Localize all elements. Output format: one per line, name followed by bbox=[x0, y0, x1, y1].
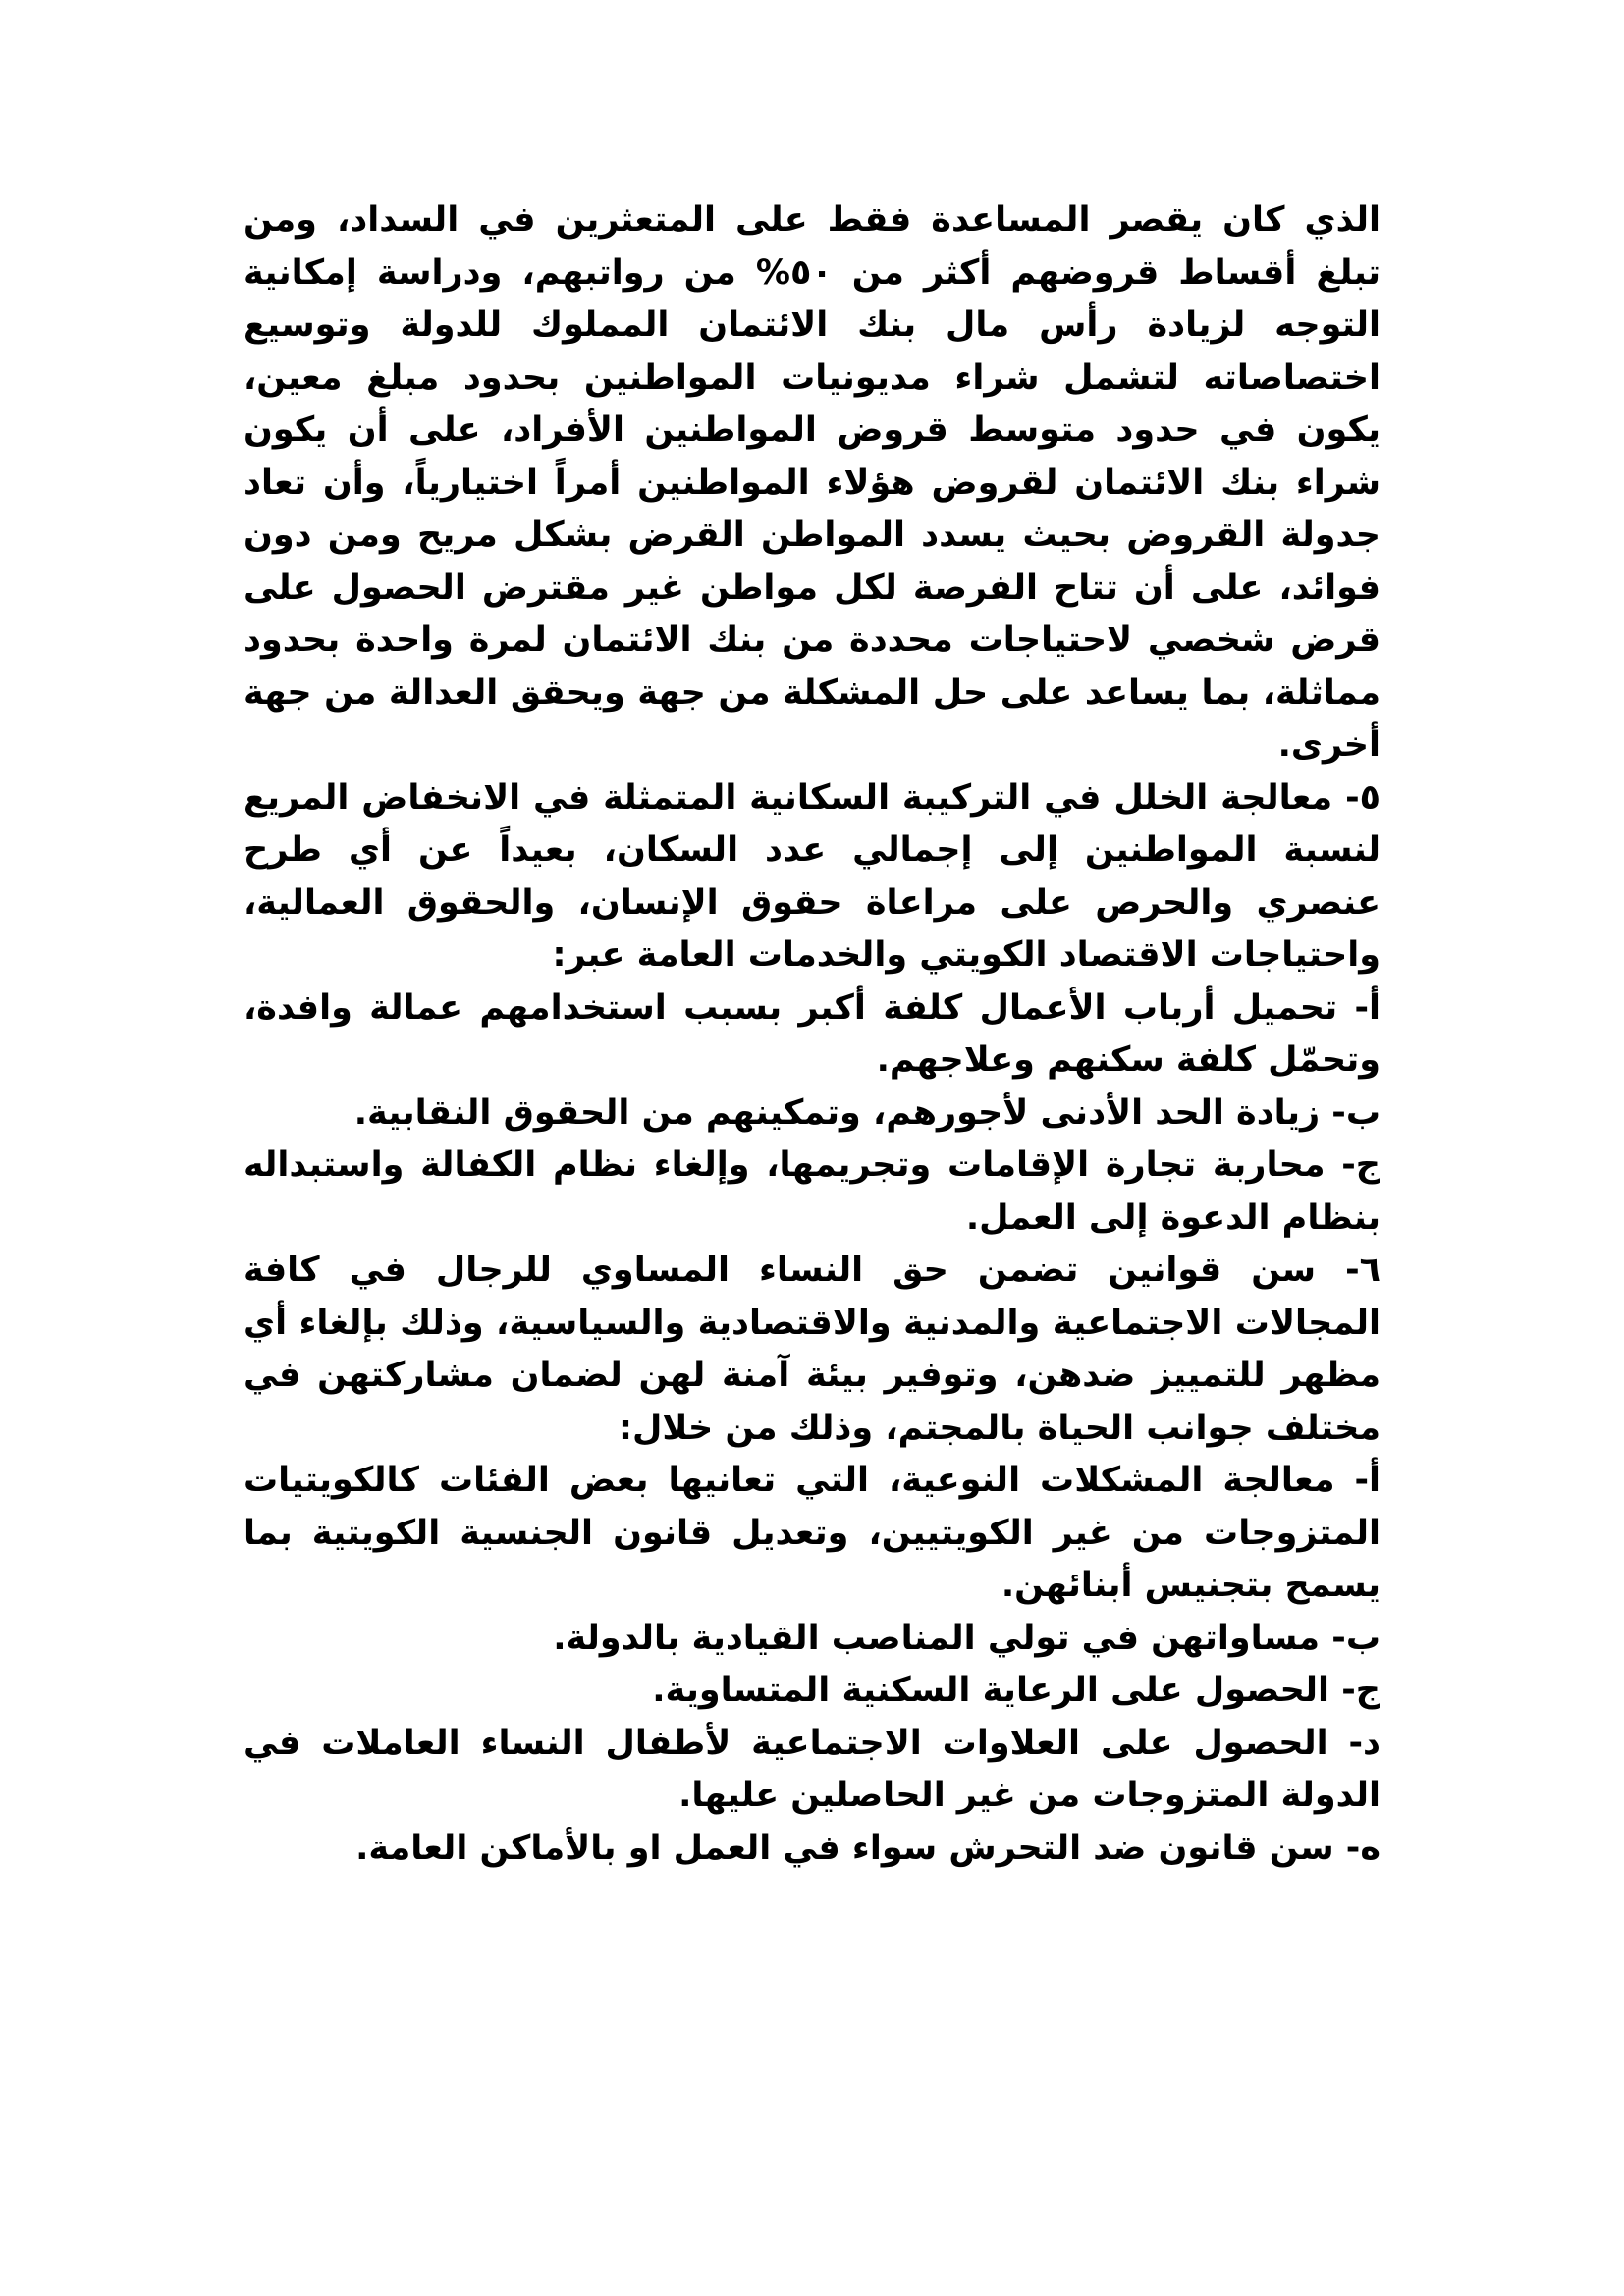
point-6-item-e: ه- سن قانون ضد التحرش سواء في العمل او بالأماكن العامة. bbox=[355, 1828, 1380, 1868]
document-page bbox=[244, 194, 1380, 1875]
point-5-intro: ٥- معالجة الخلل في التركيبة السكانية المتمثلة في الانخفاض المريع لنسبة المواطنين إلى إجمالي عدد السكان، بعيداً عن أي طرح عنصري والحرص على مراعاة حقوق الإنسان، والحقوق العمالية، واحتياجات الاقتصاد الكويتي والخدمات العامة عبر: bbox=[244, 777, 1380, 975]
point-6-item-a: أ- معالجة المشكلات النوعية، التي تعانيها بعض الفئات كالكويتيات المتزوجات من غير الكويتيين، وتعديل قانون الجنسية الكويتية بما يسمح بتجنيس أبنائهن. bbox=[244, 1461, 1380, 1605]
point-5-item-b: ب- زيادة الحد الأدنى لأجورهم، وتمكينهم من الحقوق النقابية. bbox=[353, 1093, 1380, 1133]
point-6-intro: ٦- سن قوانين تضمن حق النساء المساوي للرجال في كافة المجالات الاجتماعية والمدنية والاقتصادية والسياسية، وذلك بإلغاء أي مظهر للتمييز ضدهن، وتوفير بيئة آمنة لهن لضمان مشاركتهن في مختلف جوانب الحياة بالمجتم، وذلك من خلال: bbox=[244, 1251, 1380, 1448]
point-5-item-a: أ- تحميل أرباب الأعمال كلفة أكبر بسبب استخدامهم عمالة وافدة، وتحمّل كلفة سكنهم وعلاجهم. bbox=[244, 988, 1380, 1080]
paragraph-continuation: الذي كان يقصر المساعدة فقط على المتعثرين في السداد، ومن تبلغ أقساط قروضهم أكثر من ٥٠% من رواتبهم، ودراسة إمكانية التوجه لزيادة رأس مال بنك الائتمان المملوك للدولة وتوسيع اختصاصاته لتشمل شراء مديونيات المواطنين بحدود مبلغ معين، يكون في حدود متوسط قروض المواطنين الأفراد، على أن يكون شراء بنك الائتمان لقروض هؤلاء المواطنين أمراً اختيارياً، وأن تعاد جدولة القروض بحيث يسدد المواطن القرض بشكل مريح ومن دون فوائد، على أن تتاح الفرصة لكل مواطن غير مقترض الحصول على قرض شخصي لاحتياجات محددة من بنك الائتمان لمرة واحدة بحدود مماثلة، بما يساعد على حل المشكلة من جهة ويحقق العدالة من جهة أخرى. bbox=[244, 200, 1380, 765]
point-6-item-c: ج- الحصول على الرعاية السكنية المتساوية. bbox=[652, 1671, 1380, 1710]
point-5-item-c: ج- محاربة تجارة الإقامات وتجريمها، وإلغاء نظام الكفالة واستبداله بنظام الدعوة إلى العمل. bbox=[244, 1146, 1380, 1238]
point-6-item-d: د- الحصول على العلاوات الاجتماعية لأطفال النساء العاملات في الدولة المتزوجات من غير الحاصلين عليها. bbox=[244, 1723, 1380, 1815]
point-6-item-b: ب- مساواتهن في تولي المناصب القيادية بالدولة. bbox=[553, 1618, 1380, 1658]
